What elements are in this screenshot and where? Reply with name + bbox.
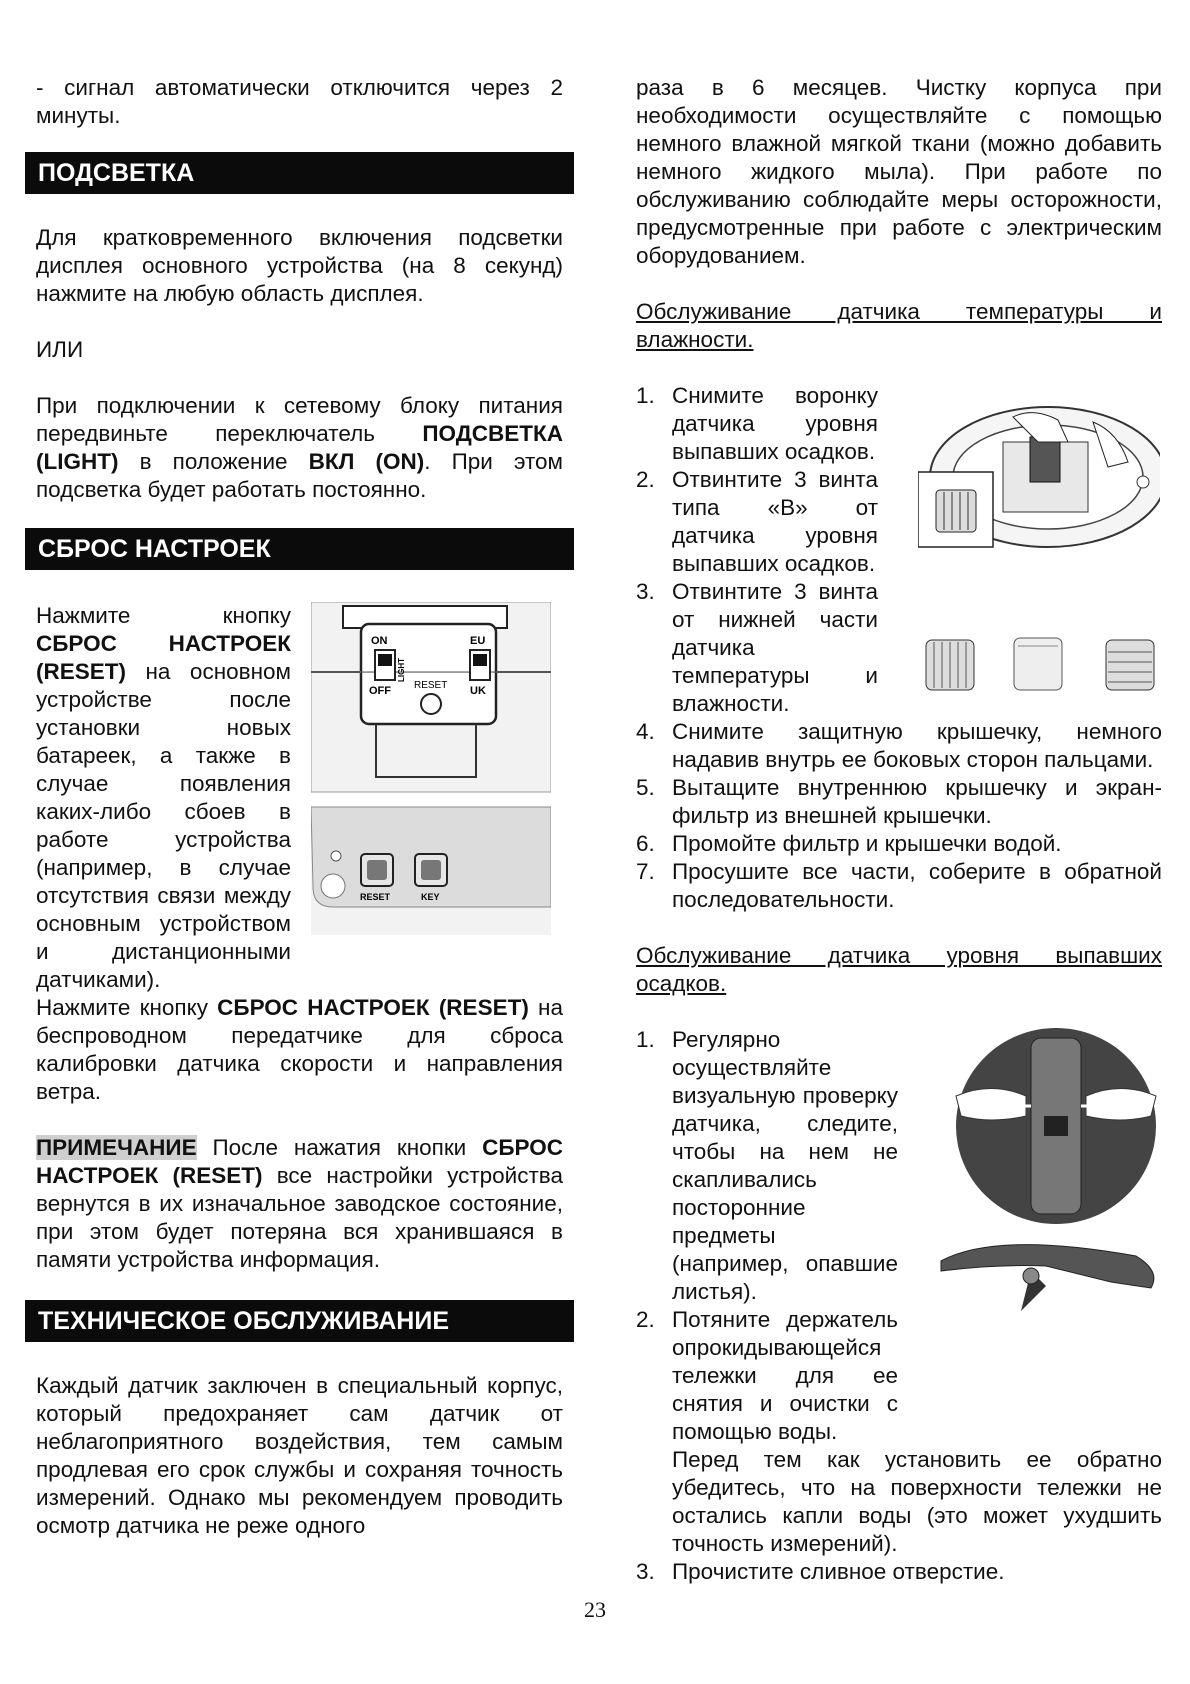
maintenance-text: Каждый датчик заключен в специальный корпус, который предохраняет сам датчик от неблагоприятного воздействия, тем самым продлевая его срок службы и сохраняя точность измерений. Однако мы рекомендуем проводить осмотр датчика не реже одного (36, 1373, 563, 1538)
thermo-list-block (636, 382, 1162, 914)
thermo-heading: Обслуживание датчика температуры и влажности. (636, 299, 1162, 352)
thermo-step: 3. Отвинтите 3 винта от нижней части датчика температуры и влажности. (636, 579, 878, 716)
transmitter-key-label: KEY (421, 892, 440, 902)
switch-uk-label: UK (470, 685, 486, 697)
note-text: ПРИМЕЧАНИЕ После нажатия кнопки СБРОС НАСТРОЕК (RESET) все настройки устройства вернутся в их изначальное заводское состояние, при этом будет потеряна вся хранившаяся в памяти устройства информация. (36, 1135, 564, 1272)
maintenance-heading: ТЕХНИЧЕСКОЕ ОБСЛУЖИВАНИЕ (25, 1300, 574, 1342)
thermo-step: 4. Снимите защитную крышечку, немного надавив внутрь ее боковых сторон пальцами. (636, 719, 1162, 772)
backlight-heading: ПОДСВЕТКА (25, 152, 574, 194)
reset-label: RESET (414, 680, 448, 691)
intro-text: - сигнал автоматически отключится через 2 минуты. (36, 75, 563, 128)
rain-gauge-illustration (936, 1026, 1162, 1346)
maintenance-continued: раза в 6 месяцев. Чистку корпуса при необходимости осуществляйте с помощью немного влажной мягкой ткани (можно добавить немного жидкого мыла). При работе по обслуживанию соблюдайте меры осторожности, предусмотренные при работе с электрическим оборудованием. (636, 75, 1162, 268)
reset-figures (311, 602, 551, 937)
sensor-caps-illustration (916, 632, 1162, 702)
light-label: LIGHT (397, 658, 406, 682)
reset-text-2: Нажмите кнопку СБРОС НАСТРОЕК (RESET) на беспроводном передатчике для сброса калибровки датчика скорости и направления ветра. (36, 995, 563, 1104)
rain-list-block (636, 1026, 1162, 1586)
reset-pinhole (421, 694, 441, 714)
rain-step: Перед тем как установить ее обратно убедитесь, что на поверхности тележки не остались капли воды (это может ухудшить точность измерений). (672, 1447, 1162, 1556)
thermo-step: 7. Просушите все части, соберите в обратной последовательности. (636, 859, 1162, 912)
page-number: 23 (584, 1597, 606, 1622)
reset-block (36, 602, 563, 994)
backlight-text-2: При подключении к сетевому блоку питания передвиньте переключатель ПОДСВЕТКА (LIGHT) в положение ВКЛ (ON). При этом подсветка будет работать постоянно. (36, 393, 563, 502)
thermo-step: 5. Вытащите внутреннюю крышечку и экран-фильтр из внешней крышечки. (636, 775, 1162, 828)
switch-off-label: OFF (369, 685, 391, 697)
thermo-step: 6. Промойте фильтр и крышечки водой. (636, 831, 1062, 856)
transmitter-reset-label: RESET (360, 892, 391, 902)
rain-step: 3. Прочистите сливное отверстие. (636, 1559, 1005, 1584)
thermo-step: 1. Снимите воронку датчика уровня выпавших осадков. (636, 383, 878, 464)
backlight-text-1: Для кратковременного включения подсветки дисплея основного устройства (на 8 секунд) нажмите на любую область дисплея. (36, 225, 563, 306)
rain-heading: Обслуживание датчика уровня выпавших осадков. (636, 943, 1162, 996)
left-column (36, 74, 563, 1540)
switch-eu-label: EU (470, 635, 486, 647)
reset-text-1: Нажмите кнопку СБРОС НАСТРОЕК (RESET) на основном устройстве после установки новых батареек, а также в случае появления каких-либо сбоев в работе устройства (например, в случае отсутствия связи между основным устройством и дистанционными датчиками). (36, 603, 291, 992)
note-label: ПРИМЕЧАНИЕ (36, 1135, 197, 1160)
switch-on-label: ON (371, 635, 388, 647)
rain-step: 2. Потяните держатель опрокидывающейся тележки для ее снятия и очистки с помощью воды. (636, 1307, 898, 1444)
reset-heading: СБРОС НАСТРОЕК (25, 528, 574, 570)
reset-panel-illustration (311, 602, 551, 937)
funnel-removal-illustration (918, 402, 1160, 562)
thermo-step: 2. Отвинтите 3 винта типа «В» от датчика уровня выпавших осадков. (636, 467, 878, 576)
right-column (636, 74, 1162, 1586)
rain-step: 1. Регулярно осуществляйте визуальную проверку датчика, следите, чтобы на нем не скапливались посторонние предметы (например, опавшие листья). (636, 1027, 898, 1304)
backlight-or: ИЛИ (36, 337, 84, 362)
